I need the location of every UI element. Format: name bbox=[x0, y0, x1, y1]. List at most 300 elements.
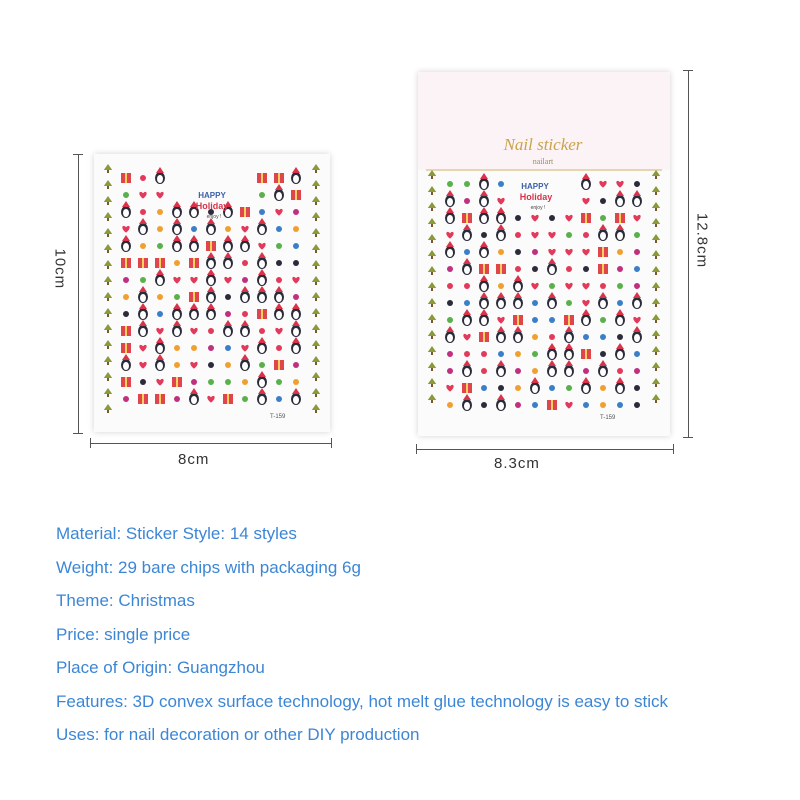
heart-sticker bbox=[275, 209, 282, 216]
tree-trunk bbox=[431, 320, 433, 323]
tree-shape bbox=[104, 212, 112, 218]
small-sticker bbox=[157, 209, 163, 215]
penguin-hat bbox=[565, 326, 573, 332]
tree-sticker bbox=[312, 372, 320, 381]
gift-ribbon bbox=[466, 383, 468, 393]
gift-sticker bbox=[274, 173, 284, 183]
penguin-belly bbox=[123, 243, 129, 251]
tree-shape bbox=[312, 388, 320, 394]
small-sticker bbox=[174, 294, 180, 300]
penguin-sticker bbox=[496, 224, 506, 241]
small-sticker bbox=[276, 379, 282, 385]
dimension-line bbox=[90, 443, 332, 444]
gift-sticker bbox=[615, 213, 625, 223]
penguin-hat bbox=[173, 201, 181, 207]
tree-shape bbox=[104, 356, 112, 362]
gift-sticker bbox=[189, 258, 199, 268]
dimension-line bbox=[688, 70, 689, 438]
heart-sticker bbox=[190, 362, 197, 369]
tree-shape bbox=[428, 250, 436, 256]
penguin-sticker bbox=[564, 360, 574, 377]
tree-trunk bbox=[315, 202, 317, 205]
small-sticker bbox=[600, 351, 606, 357]
penguin-hat bbox=[258, 337, 266, 343]
sticker-code: T-159 bbox=[270, 414, 286, 420]
penguin-belly bbox=[208, 277, 214, 285]
penguin-hat bbox=[497, 292, 505, 298]
penguin-belly bbox=[174, 209, 180, 217]
penguin-belly bbox=[293, 328, 299, 336]
tree-sticker bbox=[428, 218, 436, 227]
small-sticker bbox=[259, 362, 265, 368]
small-sticker bbox=[617, 334, 623, 340]
penguin-belly bbox=[259, 379, 265, 387]
small-sticker bbox=[532, 266, 538, 272]
penguin-hat bbox=[582, 173, 590, 179]
tree-shape bbox=[104, 388, 112, 394]
small-sticker bbox=[447, 266, 453, 272]
small-sticker bbox=[242, 277, 248, 283]
tree-sticker bbox=[312, 340, 320, 349]
penguin-belly bbox=[481, 181, 487, 189]
penguin-belly bbox=[617, 198, 623, 206]
penguin-hat bbox=[514, 292, 522, 298]
small-sticker bbox=[532, 351, 538, 357]
gift-ribbon bbox=[517, 315, 519, 325]
penguin-hat bbox=[497, 394, 505, 400]
penguin-hat bbox=[480, 309, 488, 315]
penguin-sticker bbox=[189, 303, 199, 320]
penguin-hat bbox=[446, 207, 454, 213]
spec-uses: Uses: for nail decoration or other DIY production bbox=[56, 725, 420, 744]
penguin-belly bbox=[242, 362, 248, 370]
heart-sticker bbox=[616, 181, 623, 188]
tree-shape bbox=[652, 314, 660, 320]
small-sticker bbox=[191, 345, 197, 351]
heart-sticker bbox=[156, 379, 163, 386]
gift-sticker bbox=[121, 173, 131, 183]
penguin-belly bbox=[464, 232, 470, 240]
penguin-sticker bbox=[547, 343, 557, 360]
penguin-sticker bbox=[121, 354, 131, 371]
heart-sticker bbox=[565, 215, 572, 222]
penguin-sticker bbox=[138, 286, 148, 303]
penguin-hat bbox=[633, 190, 641, 196]
tree-trunk bbox=[431, 384, 433, 387]
heart-sticker bbox=[446, 385, 453, 392]
small-sticker bbox=[481, 232, 487, 238]
penguin-hat bbox=[463, 258, 471, 264]
heart-sticker bbox=[565, 402, 572, 409]
gift-sticker bbox=[121, 258, 131, 268]
penguin-sticker bbox=[138, 218, 148, 235]
penguin-belly bbox=[566, 368, 572, 376]
tree-shape bbox=[104, 228, 112, 234]
penguin-belly bbox=[481, 215, 487, 223]
tree-trunk bbox=[315, 394, 317, 397]
penguin-sticker bbox=[462, 360, 472, 377]
tree-shape bbox=[428, 298, 436, 304]
tree-sticker bbox=[652, 282, 660, 291]
penguin-hat bbox=[258, 286, 266, 292]
penguin-sticker bbox=[291, 303, 301, 320]
tree-sticker bbox=[428, 346, 436, 355]
penguin-belly bbox=[157, 345, 163, 353]
tree-trunk bbox=[655, 400, 657, 403]
penguin-sticker bbox=[240, 286, 250, 303]
small-sticker bbox=[157, 294, 163, 300]
tree-sticker bbox=[652, 298, 660, 307]
tree-shape bbox=[428, 266, 436, 272]
penguin-belly bbox=[174, 243, 180, 251]
penguin-belly bbox=[447, 249, 453, 257]
small-sticker bbox=[532, 317, 538, 323]
small-sticker bbox=[617, 402, 623, 408]
penguin-sticker bbox=[564, 326, 574, 343]
tree-shape bbox=[428, 202, 436, 208]
penguin-belly bbox=[617, 317, 623, 325]
penguin-sticker bbox=[291, 167, 301, 184]
dimension-label: 8.3cm bbox=[494, 455, 540, 472]
penguin-sticker bbox=[172, 218, 182, 235]
tree-sticker bbox=[428, 266, 436, 275]
small-sticker bbox=[600, 385, 606, 391]
small-sticker bbox=[140, 277, 146, 283]
penguin-belly bbox=[447, 334, 453, 342]
tree-shape bbox=[652, 186, 660, 192]
penguin-hat bbox=[139, 320, 147, 326]
small-sticker bbox=[191, 226, 197, 232]
penguin-sticker bbox=[530, 377, 540, 394]
small-sticker bbox=[140, 209, 146, 215]
small-sticker bbox=[293, 260, 299, 266]
penguin-belly bbox=[276, 311, 282, 319]
tree-shape bbox=[652, 330, 660, 336]
small-sticker bbox=[293, 362, 299, 368]
tree-sticker bbox=[104, 340, 112, 349]
penguin-belly bbox=[259, 277, 265, 285]
small-sticker bbox=[276, 277, 282, 283]
penguin-belly bbox=[157, 175, 163, 183]
small-sticker bbox=[634, 385, 640, 391]
gift-sticker bbox=[155, 394, 165, 404]
tree-trunk bbox=[655, 176, 657, 179]
penguin-hat bbox=[241, 286, 249, 292]
small-sticker bbox=[617, 300, 623, 306]
tree-shape bbox=[104, 324, 112, 330]
small-sticker bbox=[259, 192, 265, 198]
penguin-hat bbox=[292, 337, 300, 343]
tree-sticker bbox=[652, 346, 660, 355]
small-sticker bbox=[242, 260, 248, 266]
small-sticker bbox=[634, 266, 640, 272]
penguin-belly bbox=[498, 334, 504, 342]
penguin-belly bbox=[259, 260, 265, 268]
penguin-sticker bbox=[223, 320, 233, 337]
tree-trunk bbox=[107, 346, 109, 349]
dimension-line bbox=[78, 154, 79, 434]
penguin-belly bbox=[140, 328, 146, 336]
tree-shape bbox=[652, 362, 660, 368]
small-sticker bbox=[583, 334, 589, 340]
penguin-belly bbox=[276, 192, 282, 200]
gift-ribbon bbox=[125, 326, 127, 336]
small-sticker bbox=[583, 368, 589, 374]
penguin-sticker bbox=[632, 326, 642, 343]
small-sticker bbox=[447, 402, 453, 408]
tree-sticker bbox=[652, 362, 660, 371]
penguin-sticker bbox=[615, 190, 625, 207]
penguin-hat bbox=[463, 394, 471, 400]
sticker-code: T-159 bbox=[600, 415, 616, 421]
penguin-sticker bbox=[564, 343, 574, 360]
small-sticker bbox=[566, 232, 572, 238]
tree-sticker bbox=[312, 228, 320, 237]
heart-sticker bbox=[292, 277, 299, 284]
tree-sticker bbox=[652, 314, 660, 323]
small-sticker bbox=[208, 328, 214, 334]
tree-shape bbox=[652, 282, 660, 288]
dimension-tick bbox=[673, 444, 674, 454]
gift-ribbon bbox=[500, 264, 502, 274]
gift-ribbon bbox=[142, 394, 144, 404]
sticker-artwork bbox=[94, 154, 330, 432]
tree-shape bbox=[104, 196, 112, 202]
penguin-belly bbox=[208, 260, 214, 268]
penguin-belly bbox=[259, 345, 265, 353]
penguin-hat bbox=[480, 173, 488, 179]
tree-trunk bbox=[431, 240, 433, 243]
penguin-belly bbox=[293, 311, 299, 319]
gift-sticker bbox=[138, 258, 148, 268]
penguin-belly bbox=[208, 226, 214, 234]
small-sticker bbox=[498, 385, 504, 391]
penguin-hat bbox=[207, 303, 215, 309]
small-sticker bbox=[617, 249, 623, 255]
small-sticker bbox=[276, 226, 282, 232]
penguin-belly bbox=[157, 277, 163, 285]
penguin-belly bbox=[566, 351, 572, 359]
penguin-hat bbox=[548, 360, 556, 366]
small-sticker bbox=[634, 368, 640, 374]
gift-ribbon bbox=[466, 213, 468, 223]
sticker-header-holiday: Holiday bbox=[519, 192, 553, 202]
tree-sticker bbox=[312, 388, 320, 397]
penguin-hat bbox=[633, 292, 641, 298]
penguin-hat bbox=[446, 326, 454, 332]
penguin-sticker bbox=[155, 167, 165, 184]
penguin-sticker bbox=[513, 292, 523, 309]
penguin-sticker bbox=[206, 218, 216, 235]
tree-sticker bbox=[312, 356, 320, 365]
tree-trunk bbox=[315, 266, 317, 269]
penguin-belly bbox=[600, 300, 606, 308]
penguin-hat bbox=[497, 207, 505, 213]
gift-ribbon bbox=[619, 213, 621, 223]
small-sticker bbox=[464, 351, 470, 357]
gift-ribbon bbox=[159, 394, 161, 404]
package-title: Nail sticker bbox=[503, 135, 583, 154]
tree-sticker bbox=[652, 394, 660, 403]
small-sticker bbox=[617, 283, 623, 289]
small-sticker bbox=[549, 385, 555, 391]
gift-ribbon bbox=[125, 258, 127, 268]
penguin-sticker bbox=[257, 286, 267, 303]
penguin-hat bbox=[599, 292, 607, 298]
gift-ribbon bbox=[142, 258, 144, 268]
small-sticker bbox=[634, 181, 640, 187]
tree-shape bbox=[104, 276, 112, 282]
heart-sticker bbox=[548, 249, 555, 256]
penguin-belly bbox=[549, 266, 555, 274]
small-sticker bbox=[276, 345, 282, 351]
small-sticker bbox=[600, 317, 606, 323]
heart-sticker bbox=[241, 345, 248, 352]
penguin-hat bbox=[497, 360, 505, 366]
tree-trunk bbox=[655, 320, 657, 323]
penguin-sticker bbox=[138, 320, 148, 337]
tree-sticker bbox=[428, 250, 436, 259]
tree-sticker bbox=[312, 164, 320, 173]
small-sticker bbox=[225, 362, 231, 368]
penguin-sticker bbox=[257, 337, 267, 354]
penguin-belly bbox=[583, 317, 589, 325]
gift-ribbon bbox=[159, 258, 161, 268]
penguin-belly bbox=[174, 311, 180, 319]
gift-ribbon bbox=[227, 394, 229, 404]
heart-sticker bbox=[139, 192, 146, 199]
penguin-belly bbox=[464, 402, 470, 410]
penguin-sticker bbox=[513, 326, 523, 343]
penguin-hat bbox=[207, 286, 215, 292]
tree-shape bbox=[312, 372, 320, 378]
tree-trunk bbox=[107, 330, 109, 333]
penguin-belly bbox=[464, 317, 470, 325]
tree-sticker bbox=[104, 292, 112, 301]
penguin-hat bbox=[548, 343, 556, 349]
penguin-belly bbox=[259, 226, 265, 234]
small-sticker bbox=[549, 283, 555, 289]
penguin-belly bbox=[481, 283, 487, 291]
tree-shape bbox=[104, 244, 112, 250]
penguin-hat bbox=[292, 320, 300, 326]
penguin-belly bbox=[549, 351, 555, 359]
penguin-sticker bbox=[581, 377, 591, 394]
heart-sticker bbox=[565, 283, 572, 290]
tree-trunk bbox=[655, 256, 657, 259]
tree-shape bbox=[428, 362, 436, 368]
penguin-belly bbox=[481, 249, 487, 257]
small-sticker bbox=[225, 294, 231, 300]
spec-weight: Weight: 29 bare chips with packaging 6g bbox=[56, 558, 361, 577]
penguin-belly bbox=[208, 311, 214, 319]
penguin-belly bbox=[293, 345, 299, 353]
penguin-sticker bbox=[257, 371, 267, 388]
gift-ribbon bbox=[176, 377, 178, 387]
tree-sticker bbox=[428, 170, 436, 179]
gift-sticker bbox=[257, 309, 267, 319]
tree-shape bbox=[312, 228, 320, 234]
dimension-label: 8cm bbox=[178, 451, 210, 468]
penguin-belly bbox=[447, 215, 453, 223]
tree-trunk bbox=[107, 202, 109, 205]
penguin-hat bbox=[207, 252, 215, 258]
penguin-belly bbox=[140, 294, 146, 302]
gift-ribbon bbox=[585, 213, 587, 223]
penguin-belly bbox=[242, 243, 248, 251]
small-sticker bbox=[225, 379, 231, 385]
small-sticker bbox=[634, 232, 640, 238]
heart-sticker bbox=[139, 362, 146, 369]
penguin-sticker bbox=[274, 286, 284, 303]
heart-sticker bbox=[582, 249, 589, 256]
small-sticker bbox=[600, 215, 606, 221]
heart-sticker bbox=[224, 277, 231, 284]
penguin-sticker bbox=[496, 326, 506, 343]
gift-ribbon bbox=[193, 258, 195, 268]
penguin-sticker bbox=[257, 388, 267, 405]
small-sticker bbox=[447, 351, 453, 357]
gift-ribbon bbox=[602, 264, 604, 274]
tree-shape bbox=[652, 346, 660, 352]
small-sticker bbox=[481, 402, 487, 408]
gift-ribbon bbox=[585, 349, 587, 359]
small-sticker bbox=[208, 345, 214, 351]
tree-shape bbox=[104, 372, 112, 378]
tree-trunk bbox=[107, 378, 109, 381]
penguin-sticker bbox=[496, 394, 506, 411]
tree-shape bbox=[104, 164, 112, 170]
small-sticker bbox=[242, 311, 248, 317]
penguin-hat bbox=[292, 388, 300, 394]
penguin-belly bbox=[566, 334, 572, 342]
tree-shape bbox=[428, 394, 436, 400]
tree-sticker bbox=[104, 356, 112, 365]
penguin-sticker bbox=[513, 275, 523, 292]
penguin-belly bbox=[515, 300, 521, 308]
penguin-hat bbox=[139, 218, 147, 224]
heart-sticker bbox=[190, 277, 197, 284]
penguin-sticker bbox=[189, 235, 199, 252]
tree-trunk bbox=[655, 304, 657, 307]
penguin-sticker bbox=[598, 224, 608, 241]
tree-shape bbox=[652, 298, 660, 304]
penguin-belly bbox=[481, 300, 487, 308]
penguin-hat bbox=[275, 303, 283, 309]
penguin-hat bbox=[582, 377, 590, 383]
small-sticker bbox=[515, 249, 521, 255]
tree-shape bbox=[428, 218, 436, 224]
penguin-belly bbox=[498, 232, 504, 240]
tree-shape bbox=[312, 212, 320, 218]
tree-sticker bbox=[312, 212, 320, 221]
tree-shape bbox=[104, 340, 112, 346]
small-sticker bbox=[600, 283, 606, 289]
tree-trunk bbox=[107, 218, 109, 221]
penguin-belly bbox=[498, 215, 504, 223]
gift-sticker bbox=[547, 400, 557, 410]
tree-sticker bbox=[652, 266, 660, 275]
penguin-hat bbox=[122, 201, 130, 207]
tree-sticker bbox=[312, 324, 320, 333]
tree-sticker bbox=[428, 186, 436, 195]
penguin-sticker bbox=[155, 337, 165, 354]
heart-sticker bbox=[548, 232, 555, 239]
penguin-hat bbox=[480, 275, 488, 281]
penguin-belly bbox=[140, 311, 146, 319]
spec-material: Material: Sticker Style: 14 styles bbox=[56, 524, 297, 543]
penguin-sticker bbox=[479, 173, 489, 190]
